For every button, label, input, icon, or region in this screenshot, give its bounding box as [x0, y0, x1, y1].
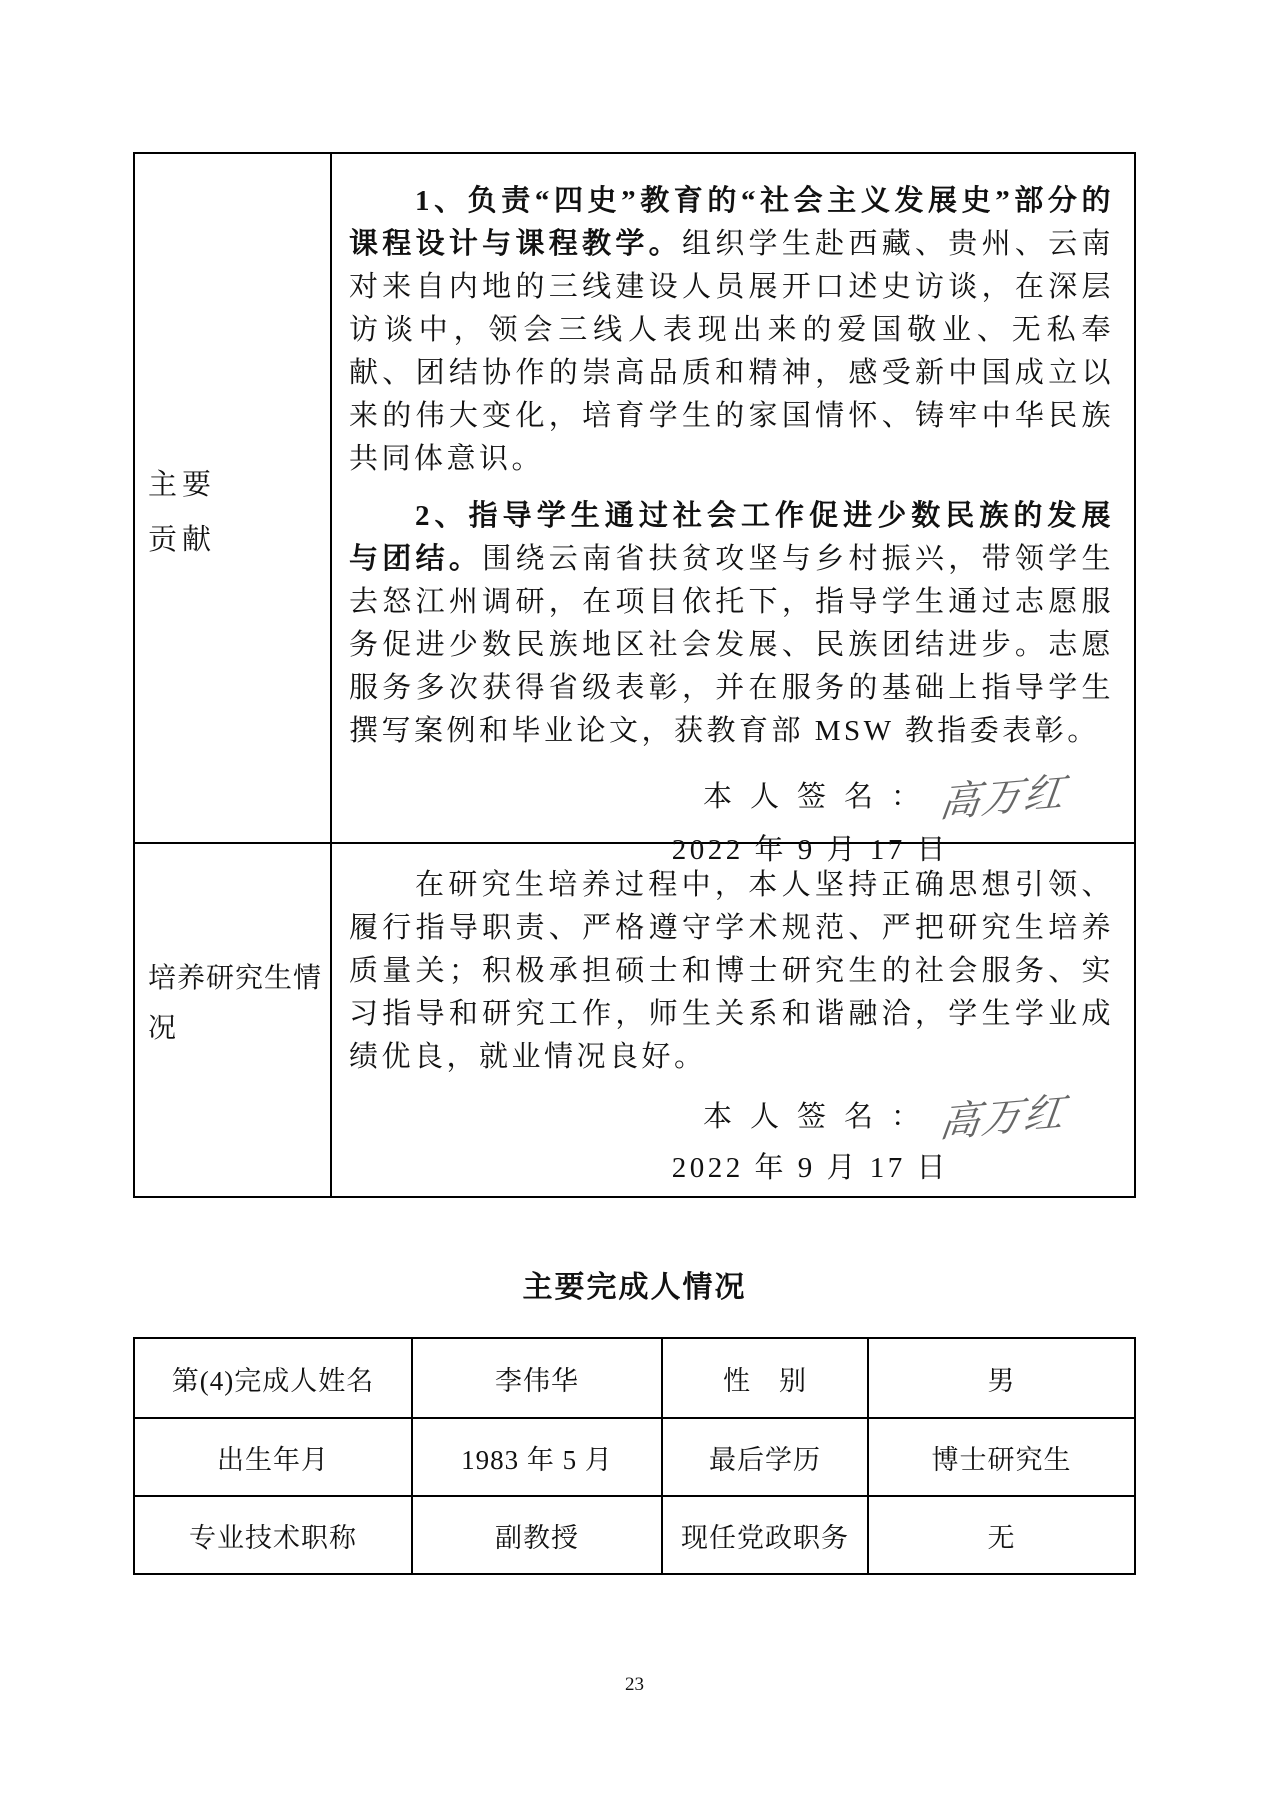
main-contribution-label-line1: 主要 — [148, 469, 217, 501]
professional-title-label: 专业技术职称 — [135, 1495, 411, 1573]
training-signature-date: 2022 年 9 月 17 日 — [671, 1152, 949, 1184]
birth-date-value: 1983 年 5 月 — [411, 1417, 661, 1495]
handwritten-signature: 高万红 — [937, 1089, 1069, 1146]
signature-label: 本人签名： — [702, 1101, 938, 1133]
graduate-training-row — [135, 842, 1134, 1196]
graduate-training-paragraph-body: 在研究生培养过程中，本人坚持正确思想引领、履行指导职责、严格遵守学术规范、严把研究生培养质量关；积极承担硕士和博士研究生的社会服务、实习指导和研究工作，师生关系和谐融洽，学生学业成绩优良，就业情况良好。 — [349, 869, 1114, 1073]
signature-label: 本人签名： — [702, 781, 938, 813]
contribution-paragraph-1-body: 组织学生赴西藏、贵州、云南对来自内地的三线建设人员展开口述史访谈，在深层访谈中，领会三线人表现出来的爱国敬业、无私奉献、团结协作的崇高品质和精神，感受新中国成立以来的伟大变化，培育学生的家国情怀、铸牢中华民族共同体意识。 — [349, 228, 1114, 475]
training-signature-line — [349, 1089, 1114, 1146]
graduate-training-content — [332, 844, 1134, 1196]
main-contribution-content — [332, 154, 1134, 872]
graduate-training-paragraph — [349, 864, 1114, 1079]
main-contribution-row — [135, 154, 1134, 866]
gender-value: 男 — [867, 1339, 1134, 1417]
party-post-value: 无 — [867, 1495, 1134, 1573]
contribution-table — [133, 152, 1136, 1198]
contribution-paragraph-2-lead: 2、指导学生通过社会工作促进少数民族的发展与团结。 — [349, 500, 1114, 575]
professional-title-value: 副教授 — [411, 1495, 661, 1573]
gender-label: 性 别 — [661, 1339, 867, 1417]
party-post-label: 现任党政职务 — [661, 1495, 867, 1573]
completer-name-value: 李伟华 — [411, 1339, 661, 1417]
contribution-paragraph-1-lead: 1、负责“四史”教育的“社会主义发展史”部分的课程设计与课程教学。 — [349, 185, 1114, 260]
main-contribution-label — [135, 154, 332, 872]
page-number: 23 — [625, 1674, 644, 1695]
main-contribution-label-line2: 贡献 — [148, 524, 217, 556]
contribution-signature-date: 2022 年 9 月 17 日 — [671, 834, 949, 866]
completer-info-table — [133, 1337, 1136, 1575]
handwritten-signature: 高万红 — [937, 769, 1069, 826]
birth-date-label: 出生年月 — [135, 1417, 411, 1495]
completer-name-label: 第(4)完成人姓名 — [171, 1365, 375, 1396]
last-degree-label: 最后学历 — [661, 1417, 867, 1495]
contribution-paragraph-1 — [349, 180, 1114, 481]
section-title: 主要完成人情况 — [522, 1271, 747, 1304]
contribution-paragraph-2-body: 围绕云南省扶贫攻坚与乡村振兴，带领学生去怒江州调研，在项目依托下，指导学生通过志愿服务促进少数民族地区社会发展、民族团结进步。志愿服务多次获得省级表彰，并在服务的基础上指导学生撰写案例和毕业论文，获教育部 MSW 教指委表彰。 — [349, 543, 1114, 747]
last-degree-value: 博士研究生 — [867, 1417, 1134, 1495]
contribution-signature-line — [349, 769, 1114, 826]
contribution-paragraph-2 — [349, 495, 1114, 753]
graduate-training-label: 培养研究生情况 — [135, 844, 332, 1196]
